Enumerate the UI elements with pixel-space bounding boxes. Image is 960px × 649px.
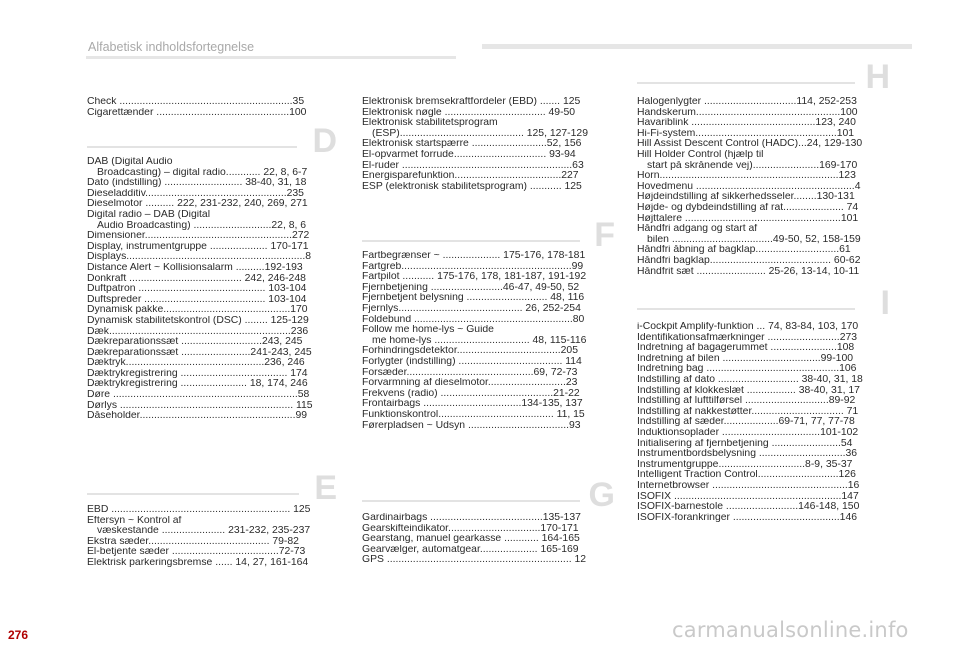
- index-block-e: [87, 505, 337, 569]
- index-entry: Gearskifteindikator................................170-171: [362, 523, 579, 534]
- index-entry: Broadcasting) – digital radio............ 22, 8, 6-7: [97, 167, 308, 178]
- index-entry: Dieseladditiv.................................................235: [87, 188, 304, 199]
- letter-g: G: [588, 476, 615, 514]
- letter-heading-g: [362, 476, 615, 514]
- index-block-i: [637, 322, 890, 523]
- letter-heading-f: [362, 216, 615, 254]
- watermark: carmanualsonline.info: [672, 618, 909, 642]
- index-entry: Identifikationsafmærkninger .........................273: [637, 332, 858, 343]
- index-entry: Indstilling af klokkeslæt ................. 38-40, 31, 17: [637, 385, 860, 396]
- index-entry: Elektronisk startspærre ..........................52, 156: [362, 139, 582, 150]
- letter-heading-h: [637, 58, 890, 96]
- letter-d: D: [312, 122, 337, 160]
- index-entry: Dørlys ............................................................ 115: [87, 400, 313, 411]
- index-entry: GPS ................................................................ 12: [362, 555, 587, 566]
- index-entry: Dækreparationssæt ............................243, 245: [87, 337, 303, 348]
- index-entry: Energisparefunktion.....................................227: [362, 171, 579, 182]
- index-entry: Indretning bag ..............................................106: [637, 364, 857, 375]
- index-block-h: [637, 97, 890, 277]
- letter-heading-d: [87, 122, 337, 160]
- index-entry: Dato (indstilling) ........................... 38-40, 31, 18: [87, 178, 307, 189]
- index-entry: Gearstang, manuel gearkasse ............ 164-165: [362, 534, 580, 545]
- index-entry: Dåseholder......................................................99: [87, 411, 308, 422]
- index-entry: Hovedmenu .......................................................4: [637, 181, 861, 192]
- index-entry: Elektrisk parkeringsbremse ...... 14, 27, 161-164: [87, 557, 309, 568]
- index-entry: Forlygter (indstilling) .................................... 114: [362, 356, 582, 367]
- index-entry: Distance Alert ~ Kollisionsalarm ..........192-193: [87, 262, 303, 273]
- index-entry: ESP (elektronisk stabilitetsprogram) ........... 125: [362, 181, 582, 192]
- index-entry: Displays..............................................................8: [87, 252, 312, 263]
- index-entry: Fjernbetjening .........................46-47, 49-50, 52: [362, 282, 580, 293]
- index-entry: El-betjente sæder .....................................72-73: [87, 547, 306, 558]
- index-entry: me home-lys ................................. 48, 115-116: [372, 335, 587, 346]
- index-entry: Intelligent Traction Control............................126: [637, 470, 856, 481]
- index-entry: Elektronisk nøgle ................................... 49-50: [362, 107, 576, 118]
- index-entry: Havariblink ...........................................123, 240: [637, 118, 856, 129]
- index-entry: Indstilling af sæder...................69-71, 77, 77-78: [637, 417, 855, 428]
- header-rule: [86, 56, 456, 59]
- index-entry: Induktionsoplader ..................................101-102: [637, 427, 859, 438]
- index-entry: Digital radio – DAB (Digital: [87, 209, 211, 220]
- index-entry: EBD .............................................................. 125: [87, 505, 311, 515]
- index-block-e-cont: [362, 97, 615, 192]
- index-entry: Indstilling af dato ............................ 38-40, 31, 18: [637, 374, 863, 385]
- index-entry: Højdeindstilling af sikkerhedsseler........130-131: [637, 192, 855, 203]
- index-entry: Ekstra sæder.......................................... 79-82: [87, 536, 299, 547]
- index-entry: Forvarmning af dieselmotor...........................23: [362, 378, 578, 389]
- index-entry: Check ............................................................35: [87, 97, 305, 107]
- index-entry: Instrumentbordsbelysning ..............................36: [637, 449, 858, 460]
- index-entry: Frontairbags ..................................134-135, 137: [362, 399, 583, 410]
- index-entry: Dieselmotor .......... 222, 231-232, 240, 269, 271: [87, 199, 308, 210]
- index-entry: Handskerum..................................................100: [637, 107, 858, 118]
- index-entry: Hill Assist Descent Control (HADC)...24, 129-130: [637, 139, 863, 150]
- index-entry: Halogenlygter ................................114, 252-253: [637, 97, 857, 107]
- index-entry: start på skrånende vej).......................169-170: [647, 160, 858, 171]
- letter-i: I: [880, 284, 890, 322]
- index-entry: Elektronisk stabilitetsprogram: [362, 118, 498, 129]
- index-entry: Indretning af bilen ..................................99-100: [637, 353, 854, 364]
- index-entry: Førerpladsen ~ Udsyn ...................................93: [362, 420, 581, 431]
- letter-f: F: [594, 216, 615, 254]
- index-entry: Audio Broadcasting) ...........................22, 8, 6: [97, 220, 307, 231]
- index-entry: Håndfri bagklap.......................................... 60-62: [637, 255, 861, 266]
- index-entry: Dynamisk stabilitetskontrol (DSC) ........ 125-129: [87, 315, 309, 326]
- index-entry: Fjernbetjent belysning ............................ 48, 116: [362, 293, 585, 304]
- index-entry: Håndfri adgang og start af: [637, 224, 758, 235]
- index-entry: bilen ...................................49-50, 52, 158-159: [647, 234, 861, 245]
- index-entry: Dæk...............................................................236: [87, 326, 309, 337]
- index-entry: Dæktryk................................................236, 246: [87, 358, 305, 369]
- index-entry: Frekvens (radio) .......................................21-22: [362, 388, 580, 399]
- index-entry: Duftspreder .......................................... 103-104: [87, 294, 307, 305]
- index-entry: Elektronisk bremsekraftfordeler (EBD) ....... 125: [362, 97, 581, 107]
- index-entry: Indstilling af nakkestøtter................................ 71: [637, 406, 859, 417]
- index-entry: væskestande ...................... 231-232, 235-237: [97, 526, 311, 537]
- letter-heading-i: [637, 284, 890, 322]
- index-entry: Fjernlys........................................... 26, 252-254: [362, 303, 581, 314]
- index-entry: Gardinairbags .......................................135-137: [362, 513, 581, 523]
- index-entry: ISOFIX-barnestole .........................146-148, 150: [637, 502, 860, 513]
- index-entry: Håndfri åbning af bagklap.............................61: [637, 245, 851, 256]
- index-entry: Duftpatron ............................................ 103-104: [87, 284, 307, 295]
- index-entry: Display, instrumentgruppe .................... 170-171: [87, 241, 309, 252]
- index-entry: Dæktrykregistrering ..................................... 174: [87, 368, 308, 379]
- index-block-c: [87, 97, 337, 118]
- letter-h: H: [865, 58, 890, 96]
- index-entry: Indretning af bagagerummet .......................108: [637, 343, 855, 354]
- index-entry: Hi-Fi-system.................................................101: [637, 128, 855, 139]
- index-entry: Funktionskontrol........................................ 11, 15: [362, 409, 585, 420]
- index-entry: Instrumentgruppe..............................8-9, 35-37: [637, 459, 853, 470]
- index-entry: El-ruder ...........................................................63: [362, 160, 584, 171]
- index-entry: (ESP)........................................... 125, 127-129: [372, 128, 588, 139]
- index-entry: Dækreparationssæt ........................241-243, 245: [87, 347, 312, 358]
- header-rule: [482, 44, 912, 49]
- page-number: 276: [8, 628, 29, 642]
- index-block-d: [87, 157, 337, 422]
- index-entry: DAB (Digital Audio: [87, 157, 173, 167]
- index-entry: Horn..............................................................123: [637, 171, 856, 182]
- index-entry: Håndfrit sæt ........................ 25-26, 13-14, 10-11: [637, 266, 860, 277]
- index-entry: Gearvælger, automatgear.................... 165-169: [362, 544, 579, 555]
- index-entry: Døre ................................................................58: [87, 390, 310, 401]
- index-entry: ISOFIX-forankringer .....................................146: [637, 512, 858, 523]
- index-entry: Dynamisk pakke............................................170: [87, 305, 308, 316]
- letter-e: E: [314, 469, 337, 507]
- index-entry: El-opvarmet forrude................................ 93-94: [362, 149, 576, 160]
- index-entry: Indstilling af lufttilførsel .............................89-92: [637, 396, 856, 407]
- index-entry: Donkraft ....................................... 242, 246-248: [87, 273, 306, 284]
- index-entry: Fartpilot ........... 175-176, 178, 181-187, 191-192: [362, 272, 587, 283]
- index-entry: Dæktrykregistrering ....................... 18, 174, 246: [87, 379, 308, 390]
- index-block-f: [362, 251, 615, 431]
- index-entry: Follow me home-lys ~ Guide: [362, 325, 494, 336]
- index-entry: Foldebund .......................................................80: [362, 314, 585, 325]
- index-entry: Dimensioner...................................................272: [87, 231, 310, 242]
- index-entry: i-Cockpit Amplify-funktion ... 74, 83-84, 103, 170: [637, 322, 859, 332]
- index-entry: Højde- og dybdeindstilling af rat..................... 74: [637, 202, 859, 213]
- letter-heading-e: [87, 469, 337, 507]
- index-entry: Hill Holder Control (hjælp til: [637, 149, 764, 160]
- index-entry: Forsæder............................................69, 72-73: [362, 367, 578, 378]
- index-entry: ISOFIX ..........................................................147: [637, 491, 859, 502]
- index-entry: Højttalere ......................................................101: [637, 213, 859, 224]
- index-entry: Cigarettænder ..............................................100: [87, 107, 307, 118]
- index-block-g: [362, 513, 615, 566]
- page-header-title: Alfabetisk indholdsfortegnelse: [88, 40, 255, 54]
- index-entry: Internetbrowser ...............................................16: [637, 480, 860, 491]
- index-entry: Forhindringsdetektor....................................205: [362, 346, 578, 357]
- index-entry: Fartgreb...........................................................99: [362, 261, 584, 272]
- index-entry: Eftersyn ~ Kontrol af: [87, 515, 182, 526]
- index-entry: Fartbegrænser ~ .................... 175-176, 178-181: [362, 251, 586, 261]
- index-entry: Initialisering af fjernbetjening ........................54: [637, 438, 853, 449]
